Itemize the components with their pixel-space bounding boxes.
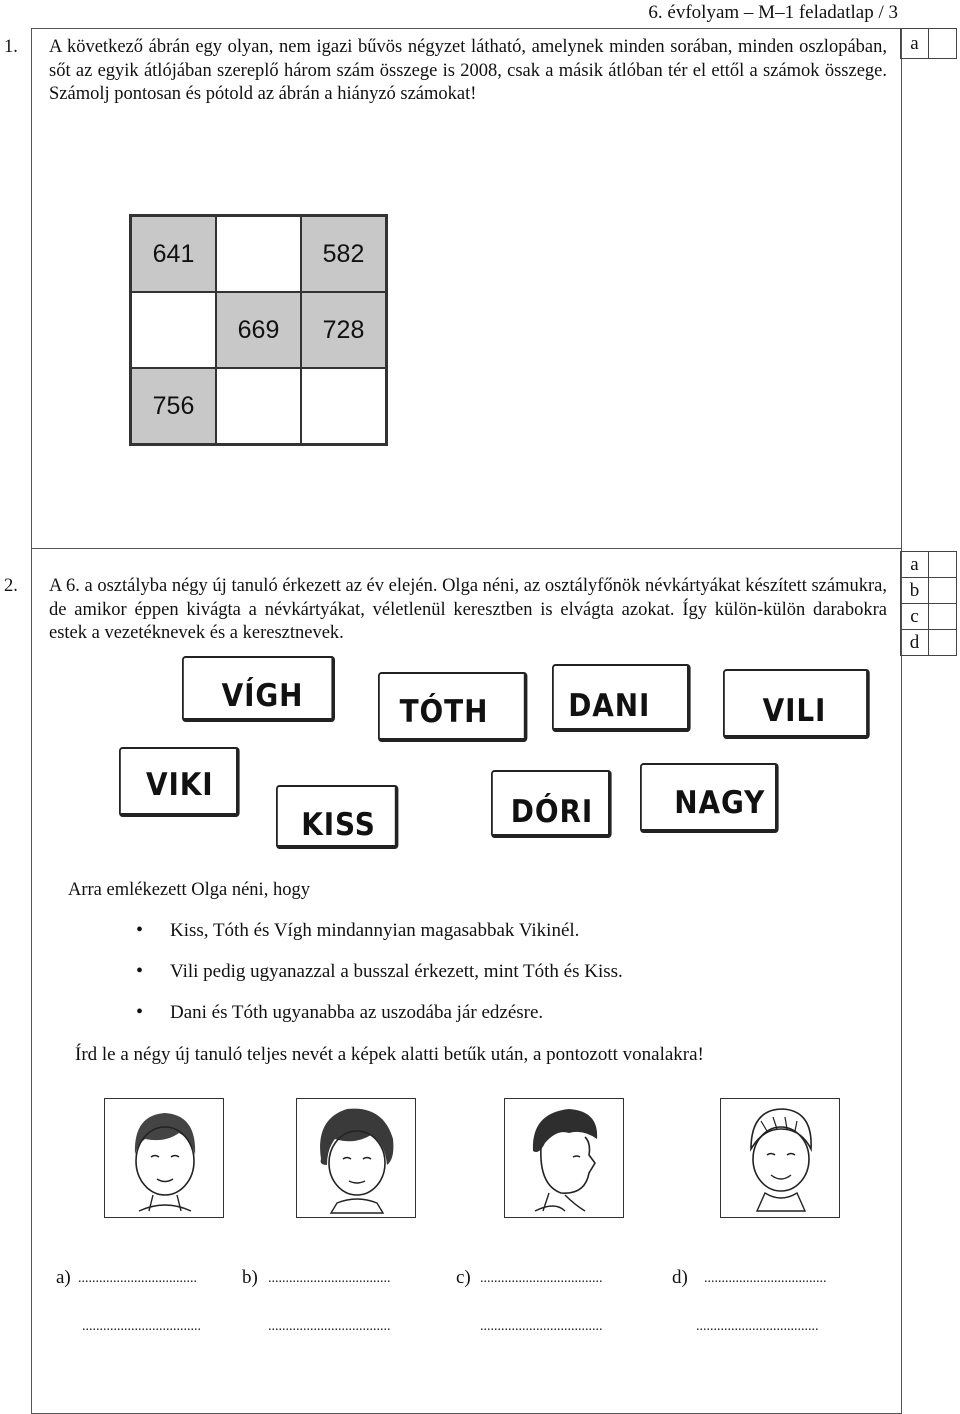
problem-1-number: 1. [4, 37, 18, 57]
boy-smiling-face [721, 1099, 839, 1217]
name-card-label: VILI [762, 693, 827, 729]
problem-2-text: A 6. a osztályba négy új tanuló érkezett az év elején. Olga néni, az osztályfőnök névkártyákat készített számukra, de amikor éppen kivágta a névkártyákat, véletlenül keresztben is elvágta azokat. Így külön-külön darabokra estek a vezetéknevek és a keresztnevek. [49, 576, 887, 643]
name-card-viki[interactable] [119, 747, 240, 817]
name-card-label: VIKI [146, 767, 214, 803]
magic-square-grid [129, 214, 388, 446]
girl-curly-hair-face [297, 1099, 415, 1217]
answer-line-a-2[interactable]: .................................. [82, 1319, 201, 1334]
score-label-b: b [901, 578, 929, 604]
grid-cell-r3c3[interactable] [301, 368, 386, 444]
name-card-dori[interactable] [491, 770, 612, 838]
score-label-c: c [901, 604, 929, 630]
answer-label-c: c) [456, 1267, 471, 1288]
name-card-vili[interactable] [723, 669, 870, 739]
girl-short-hair-face [105, 1099, 223, 1217]
grid-cell-r1c3: 582 [301, 216, 386, 292]
face-frame-d [720, 1098, 840, 1218]
score-field-c[interactable] [929, 604, 957, 630]
answer-label-a: a) [56, 1267, 71, 1288]
clue-list [170, 920, 623, 1043]
name-card-label: DANI [568, 688, 651, 724]
face-frame-a [104, 1098, 224, 1218]
name-card-label: KISS [301, 807, 376, 843]
score-label-a: a [901, 29, 929, 59]
name-card-label: NAGY [674, 785, 766, 821]
score-field-b[interactable] [929, 578, 957, 604]
name-card-nagy[interactable] [640, 763, 779, 833]
problem-2-number: 2. [4, 576, 18, 596]
answer-line-c-1[interactable]: ................................... [480, 1271, 603, 1286]
problem-2-score-box [900, 551, 957, 656]
instruction-text: Írd le a négy új tanuló teljes nevét a képek alatti betűk után, a pontozott vonalakra! [75, 1044, 704, 1065]
name-card-label: TÓTH [399, 694, 489, 730]
clue-intro: Arra emlékezett Olga néni, hogy [68, 880, 310, 900]
answer-label-d: d) [672, 1267, 688, 1288]
name-card-vigh[interactable] [182, 656, 335, 722]
grid-cell-r1c1: 641 [131, 216, 216, 292]
name-card-toth[interactable] [378, 672, 527, 742]
name-card-dani[interactable] [552, 664, 691, 732]
score-field[interactable] [929, 29, 957, 59]
answer-row-1 [56, 1267, 876, 1291]
face-frame-c [504, 1098, 624, 1218]
grid-cell-r3c2[interactable] [216, 368, 301, 444]
clue-item: • Kiss, Tóth és Vígh mindannyian magasabbak Vikinél. [170, 920, 623, 961]
boy-profile-face [505, 1099, 623, 1217]
name-card-kiss[interactable] [276, 785, 398, 849]
score-label-d: d [901, 630, 929, 656]
score-field-d[interactable] [929, 630, 957, 656]
answer-row-2 [56, 1319, 876, 1343]
problem-1-text: A következő ábrán egy olyan, nem igazi bűvös négyzet látható, amelynek minden sorában, minden oszlopában, sőt az egyik átlójában szereplő három szám összege is 2008, csak a másik átlóban tér el ettől a számok összege. Számolj pontosan és pótold az ábrán a hiányzó számokat! [49, 37, 887, 104]
page-header: 6. évfolyam – M–1 feladatlap / 3 [648, 2, 898, 23]
answer-line-c-2[interactable]: ................................... [480, 1319, 603, 1334]
answer-line-d-2[interactable]: ................................... [696, 1319, 819, 1334]
answer-line-d-1[interactable]: ................................... [704, 1271, 827, 1286]
grid-cell-r3c1: 756 [131, 368, 216, 444]
grid-cell-r1c2[interactable] [216, 216, 301, 292]
problem-1-score-box [900, 28, 957, 59]
answer-line-b-2[interactable]: ................................... [268, 1319, 391, 1334]
answer-label-b: b) [242, 1267, 258, 1288]
name-card-label: VÍGH [221, 678, 304, 714]
clue-item: • Vili pedig ugyanazzal a busszal érkezett, mint Tóth és Kiss. [170, 961, 623, 1002]
score-label-a: a [901, 552, 929, 578]
grid-cell-r2c2: 669 [216, 292, 301, 368]
score-field-a[interactable] [929, 552, 957, 578]
clue-item: • Dani és Tóth ugyanabba az uszodába jár edzésre. [170, 1002, 623, 1043]
grid-cell-r2c1[interactable] [131, 292, 216, 368]
name-card-label: DÓRI [510, 794, 594, 830]
face-frame-b [296, 1098, 416, 1218]
grid-cell-r2c3: 728 [301, 292, 386, 368]
answer-line-a-1[interactable]: .................................. [78, 1271, 197, 1286]
answer-line-b-1[interactable]: ................................... [268, 1271, 391, 1286]
